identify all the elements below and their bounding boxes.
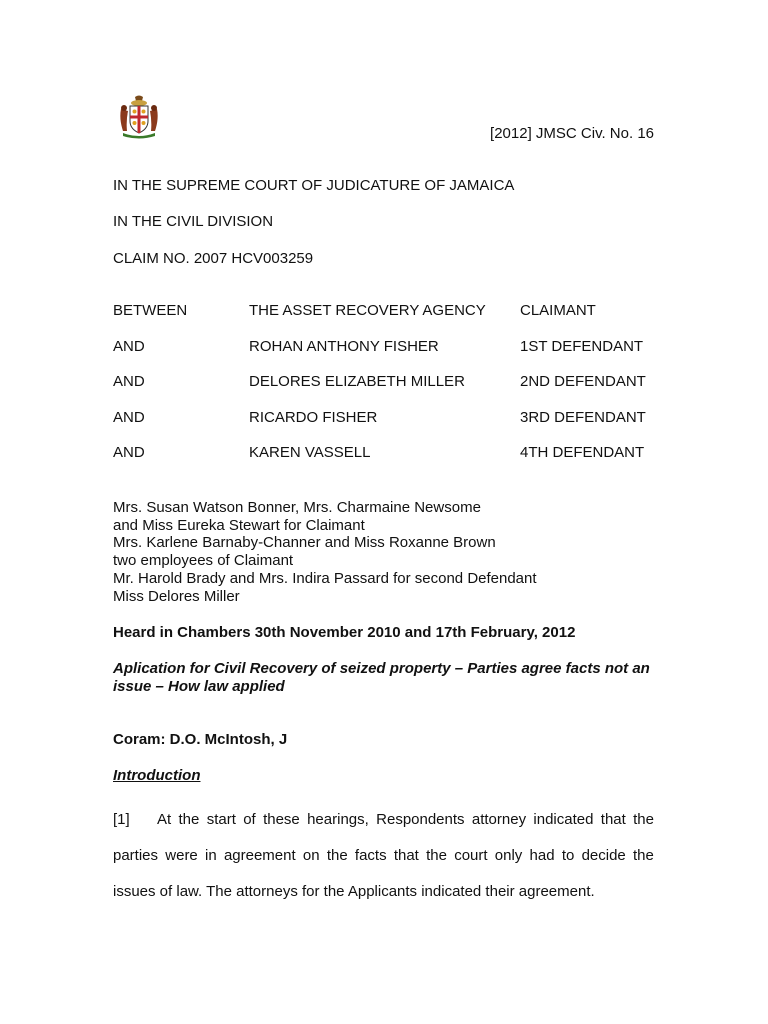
word: the	[426, 847, 447, 864]
party-name: KAREN VASSELL	[249, 444, 371, 461]
word: these	[263, 811, 300, 828]
party-conjunction: BETWEEN	[113, 302, 188, 319]
party-name: RICARDO FISHER	[249, 408, 378, 426]
party-name: ROHAN ANTHONY FISHER	[249, 337, 439, 355]
court-name: IN THE SUPREME COURT OF JUDICATURE OF JAMAICA	[113, 177, 515, 194]
counsel-line: Mrs. Karlene Barnaby-Channer and Miss Roxanne Brown	[113, 534, 496, 552]
word: on	[302, 847, 320, 864]
counsel-line: Miss Delores Miller	[113, 587, 240, 605]
party-conjunction: AND	[113, 337, 145, 355]
paragraph-1	[113, 802, 654, 910]
word: indicated	[533, 811, 594, 828]
parties-table	[113, 302, 658, 480]
word: only	[494, 847, 523, 864]
party-role: CLAIMANT	[520, 302, 596, 319]
word: the	[326, 847, 348, 864]
party-name: THE ASSET RECOVERY AGENCY	[249, 302, 486, 319]
word: parties	[113, 847, 159, 864]
hearing-dates: Heard in Chambers 30th November 2010 and 17th February, 2012	[113, 624, 576, 641]
party-name: DELORES ELIZABETH MILLER	[249, 373, 465, 390]
court-division: IN THE CIVIL DIVISION	[113, 213, 274, 230]
word: to	[561, 847, 575, 864]
paragraph-line	[113, 802, 654, 838]
word: attorney	[471, 811, 527, 828]
word: that	[393, 847, 419, 864]
party-conjunction: AND	[113, 444, 145, 461]
word: start	[206, 811, 236, 828]
word: hearings,	[307, 811, 369, 828]
claim-number: CLAIM NO. 2007 HCV003259	[113, 250, 314, 267]
word: had	[529, 847, 555, 864]
party-row	[113, 338, 658, 374]
coram: Coram: D.O. McIntosh, J	[113, 731, 288, 748]
word: facts	[354, 847, 387, 864]
word: agreement	[223, 847, 296, 864]
paragraph-text: issues of law. The attorneys for the Applicants indicated their agreement.	[113, 883, 595, 900]
counsel-appearances	[113, 499, 537, 605]
party-role: 4TH DEFENDANT	[520, 444, 645, 461]
counsel-line: Mrs. Susan Watson Bonner, Mrs. Charmaine Newsome	[113, 499, 481, 516]
paragraph-line	[113, 874, 654, 910]
word: the	[178, 811, 200, 828]
paragraph-number: [1]	[113, 811, 130, 828]
word: court	[454, 847, 488, 864]
party-row	[113, 373, 658, 409]
party-conjunction: AND	[113, 408, 145, 426]
counsel-line: two employees of Claimant	[113, 552, 294, 570]
subject-line-1: Aplication for Civil Recovery of seized property – Parties agree facts not an	[113, 660, 650, 677]
party-row	[113, 302, 658, 338]
word: At	[157, 811, 172, 828]
paragraph-text	[157, 802, 654, 838]
counsel-line: and Miss Eureka Stewart for Claimant	[113, 516, 365, 534]
word: in	[205, 847, 217, 864]
section-heading-introduction: Introduction	[113, 767, 201, 784]
jamaica-coat-of-arms-icon	[115, 93, 163, 141]
word: the	[633, 811, 654, 828]
word: decide	[581, 847, 626, 864]
word: Respondents	[376, 811, 465, 828]
party-row	[113, 409, 658, 445]
party-row	[113, 444, 658, 480]
party-role: 3RD DEFENDANT	[520, 408, 646, 426]
word: were	[165, 847, 198, 864]
counsel-line: Mr. Harold Brady and Mrs. Indira Passard for second Defendant	[113, 569, 537, 587]
party-role: 1ST DEFENDANT	[520, 337, 644, 355]
subject-line-2: issue – How law applied	[113, 678, 285, 695]
party-role: 2ND DEFENDANT	[520, 373, 646, 390]
paragraph-line	[113, 838, 654, 874]
word: of	[243, 811, 256, 828]
word: the	[633, 847, 654, 864]
party-conjunction: AND	[113, 373, 145, 390]
word: that	[600, 811, 626, 828]
case-citation: [2012] JMSC Civ. No. 16	[490, 125, 654, 142]
